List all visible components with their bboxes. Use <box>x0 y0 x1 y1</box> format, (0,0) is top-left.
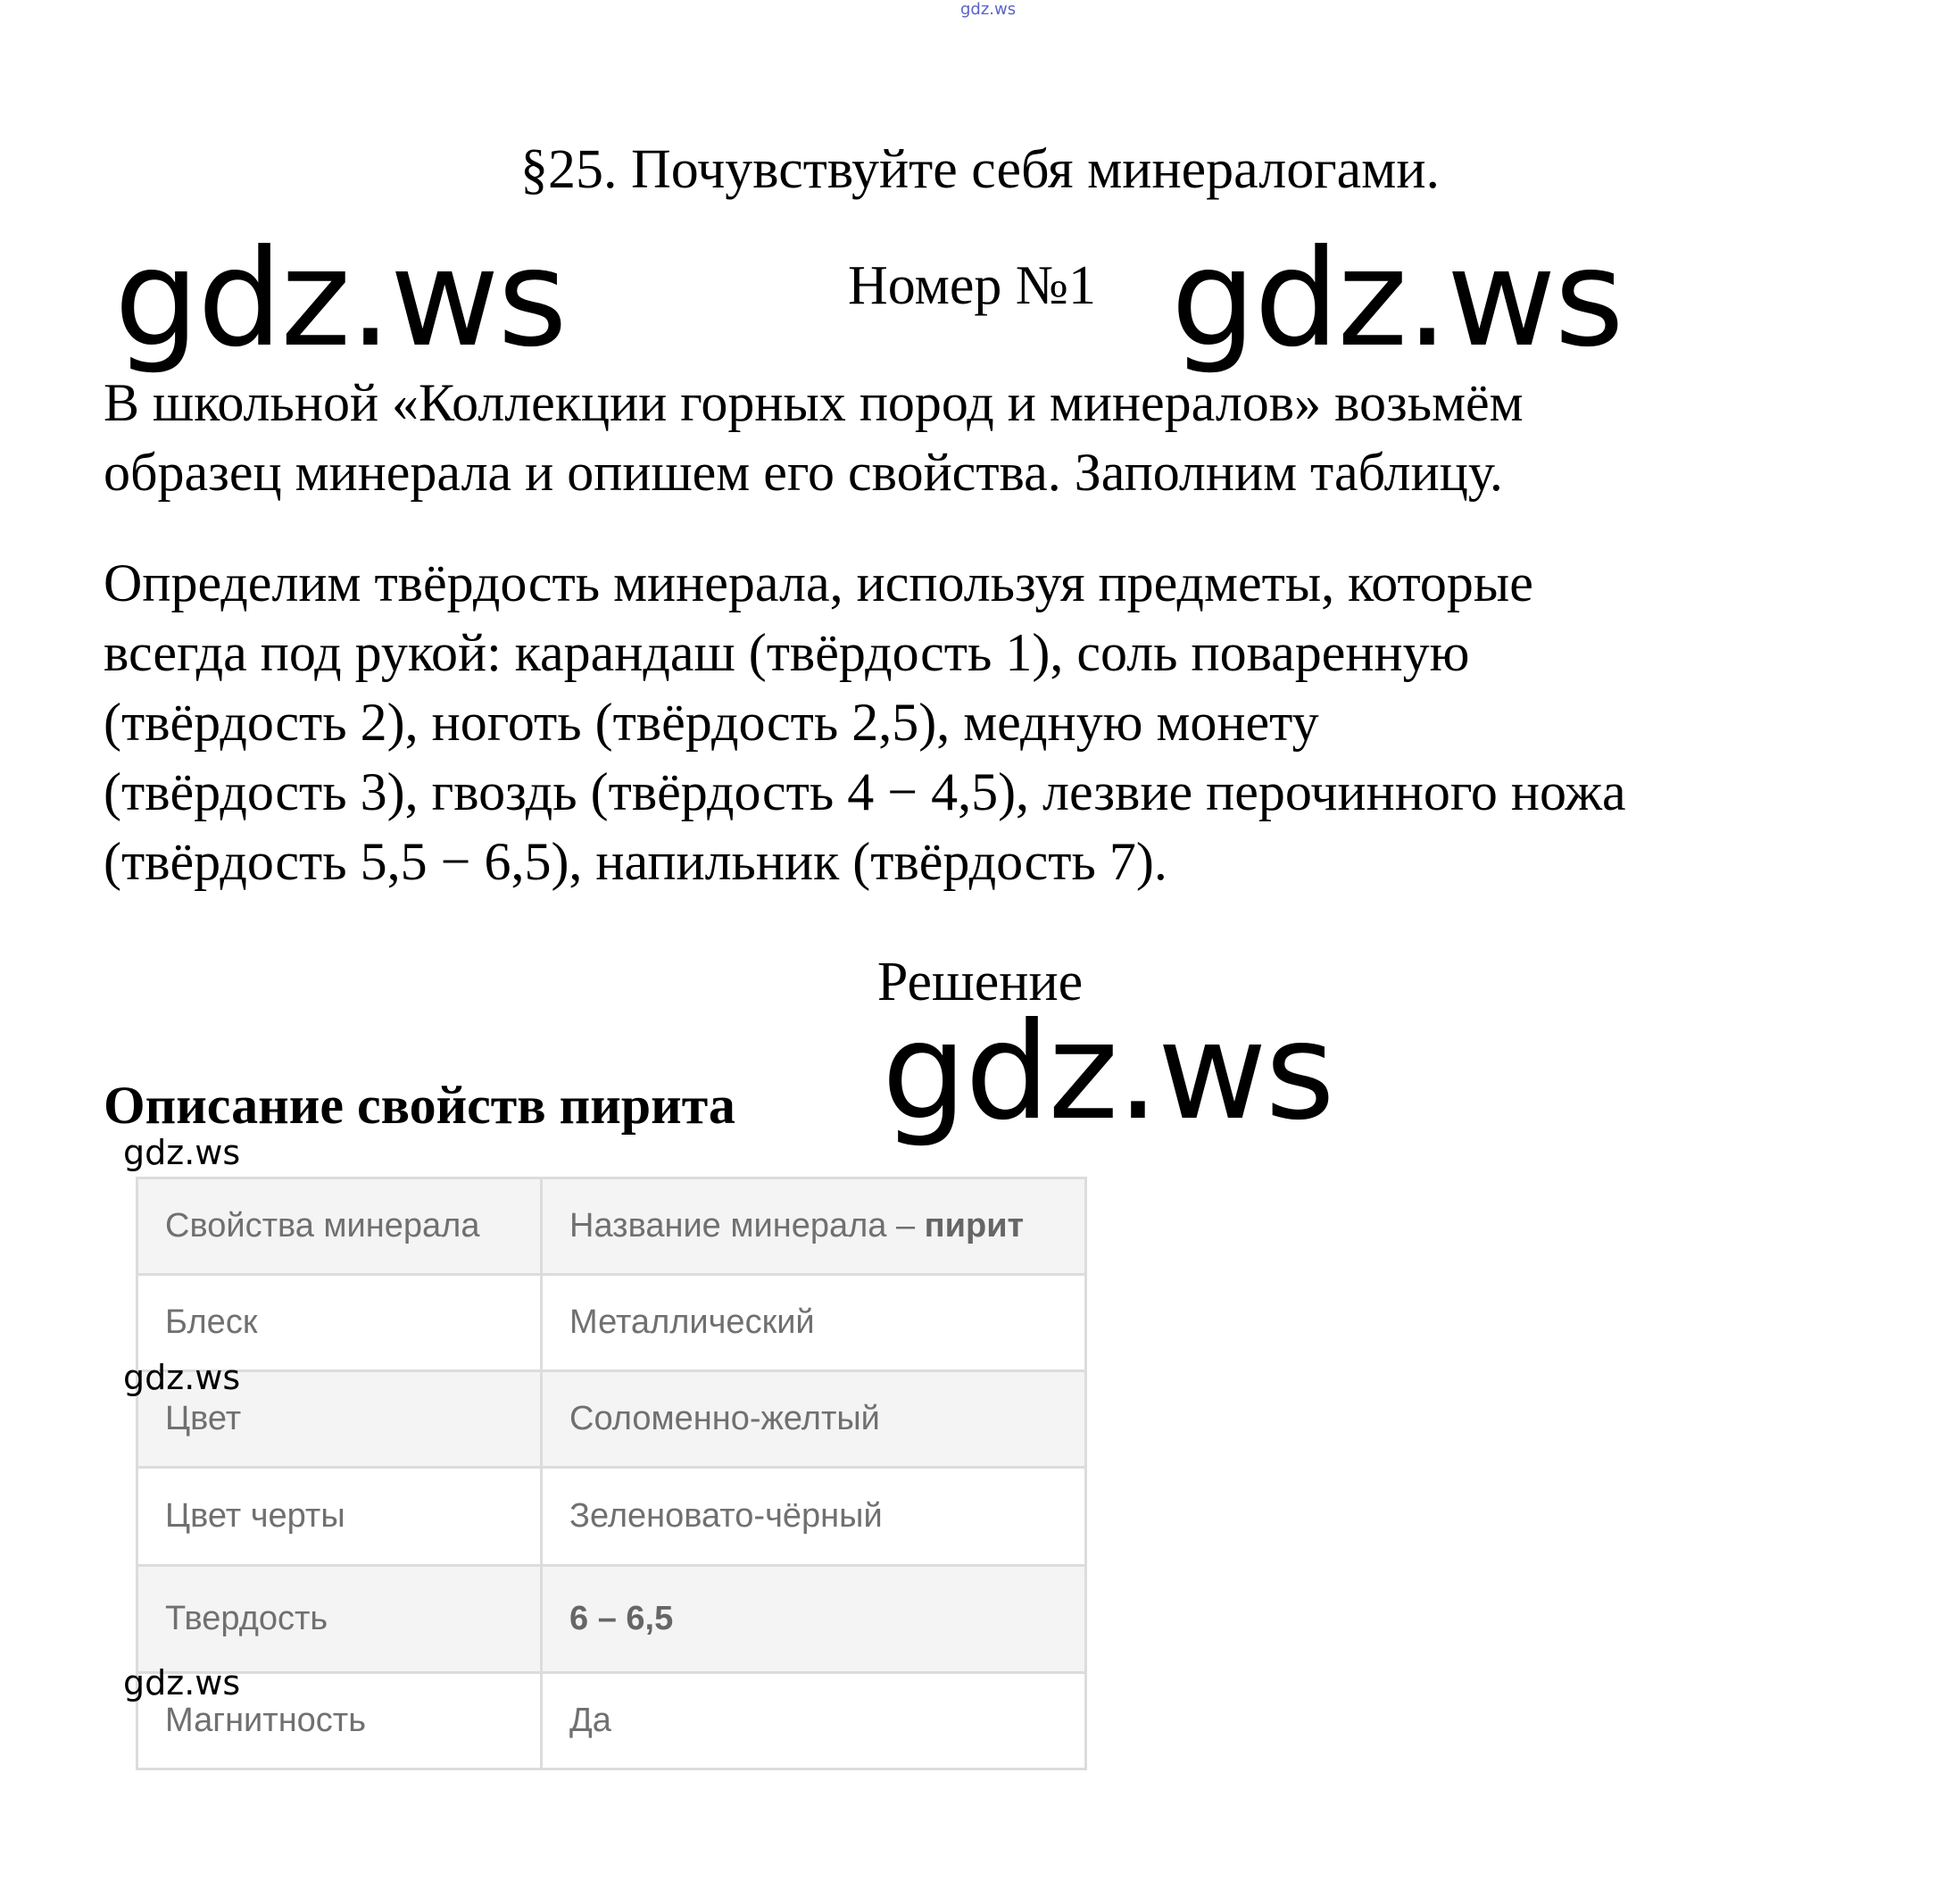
watermark-small: gdz.ws <box>123 1358 241 1397</box>
table-caption: Описание свойств пирита <box>104 1076 735 1135</box>
table-cell: Да <box>542 1673 1086 1769</box>
table-cell: Магнитность <box>137 1673 542 1769</box>
table-header-row <box>137 1178 1086 1275</box>
text-line: (твёрдость 5,5 − 6,5), напильник (твёрдость 7). <box>104 832 1167 891</box>
table-cell: 6 – 6,5 <box>542 1566 1086 1673</box>
task-paragraph-1 <box>104 368 1906 507</box>
page-title: §25. Почувствуйте себя минералогами. <box>519 139 1441 200</box>
solution-heading: Решение <box>876 952 1084 1012</box>
watermark-small: gdz.ws <box>123 1663 241 1702</box>
task-number: Номер №1 <box>848 255 1097 316</box>
header-text: Название минерала – <box>569 1207 925 1245</box>
mineral-name: пирит <box>924 1207 1025 1245</box>
watermark-small: gdz.ws <box>123 1133 241 1172</box>
text-line: всегда под рукой: карандаш (твёрдость 1), соль поваренную <box>104 623 1470 682</box>
top-watermark: gdz.ws <box>960 0 1017 19</box>
watermark-logo: gdz.ws <box>1171 221 1623 377</box>
text-line: образец минерала и опишем его свойства. Заполним таблицу. <box>104 443 1503 502</box>
table-header-cell: Свойства минерала <box>137 1178 542 1275</box>
text-line: Определим твёрдость минерала, используя предметы, которые <box>104 554 1533 612</box>
table-row <box>137 1371 1086 1468</box>
watermark-logo: gdz.ws <box>114 221 566 377</box>
table-cell: Соломенно-желтый <box>542 1371 1086 1468</box>
table-cell: Цвет <box>137 1371 542 1468</box>
table-row <box>137 1275 1086 1371</box>
table-row <box>137 1673 1086 1769</box>
table-cell: Металлический <box>542 1275 1086 1371</box>
table-cell: Твердость <box>137 1566 542 1673</box>
text-line: В школьной «Коллекции горных пород и минералов» возьмём <box>104 373 1524 432</box>
watermark-logo: gdz.ws <box>882 995 1333 1150</box>
mineral-properties-table <box>136 1177 1087 1770</box>
table-cell: Зеленовато-чёрный <box>542 1468 1086 1566</box>
text-line: (твёрдость 2), ноготь (твёрдость 2,5), медную монету <box>104 693 1319 752</box>
table-header-cell <box>542 1178 1086 1275</box>
table-cell: Блеск <box>137 1275 542 1371</box>
task-paragraph-2 <box>104 548 1906 896</box>
table-cell: Цвет черты <box>137 1468 542 1566</box>
table-row <box>137 1468 1086 1566</box>
text-line: (твёрдость 3), гвоздь (твёрдость 4 − 4,5), лезвие перочинного ножа <box>104 762 1626 821</box>
table-row <box>137 1566 1086 1673</box>
